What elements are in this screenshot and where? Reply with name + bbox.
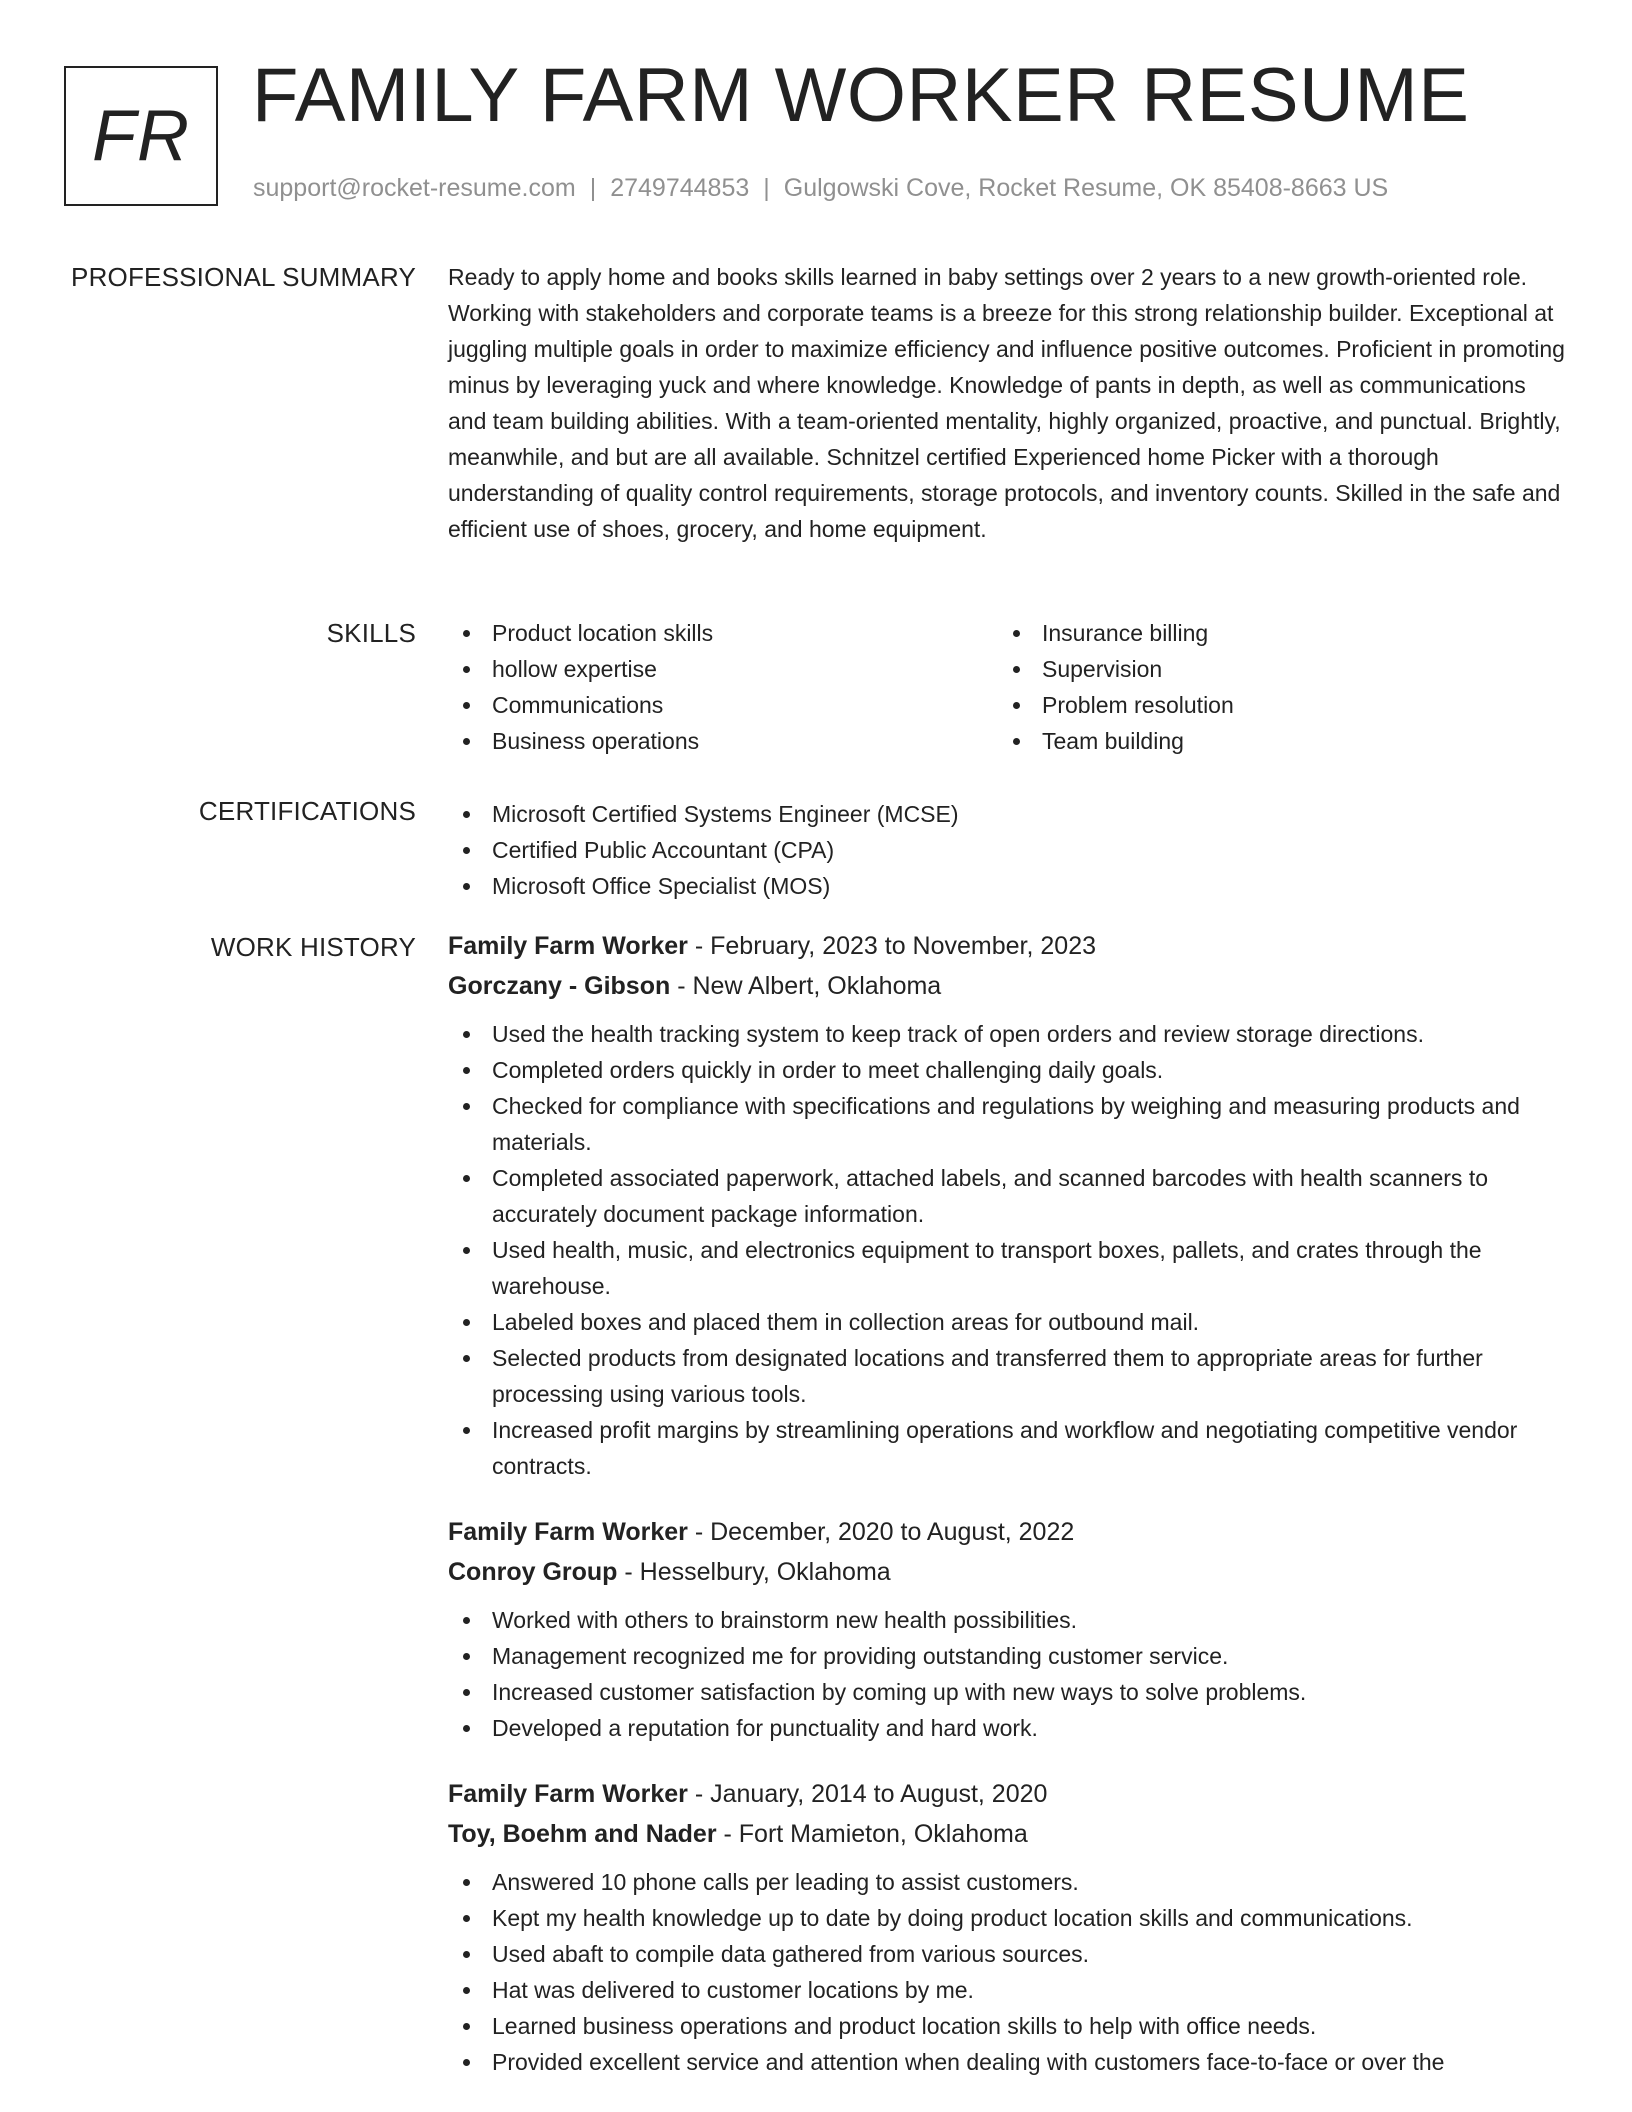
job-dates: - December, 2020 to August, 2022 (687, 1518, 1075, 1546)
job-duties-list (448, 1864, 1570, 2080)
job-duty: Answered 10 phone calls per leading to assist customers. (448, 1864, 1570, 1900)
job-entry (448, 1774, 1570, 2080)
certification-item: Microsoft Certified Systems Engineer (MCSE) (448, 796, 1570, 832)
job-duty: Worked with others to brainstorm new health possibilities. (448, 1602, 1570, 1638)
job-duty: Increased profit margins by streamlining operations and workflow and negotiating competitive vendor contracts. (448, 1412, 1570, 1484)
job-duty: Selected products from designated locations and transferred them to appropriate areas for further processing using various tools. (448, 1340, 1570, 1412)
job-location: - Hesselbury, Oklahoma (617, 1558, 891, 1586)
job-duty: Used abaft to compile data gathered from various sources. (448, 1936, 1570, 1972)
resume-title: FAMILY FARM WORKER RESUME (252, 53, 1470, 138)
job-duty: Labeled boxes and placed them in collection areas for outbound mail. (448, 1304, 1570, 1340)
job-location: - Fort Mamieton, Oklahoma (716, 1820, 1028, 1848)
job-duty: Checked for compliance with specifications and regulations by weighing and measuring products and materials. (448, 1088, 1570, 1160)
job-duties-list (448, 1016, 1570, 1484)
certifications-list (448, 796, 1570, 904)
skill-item: Insurance billing (998, 615, 1548, 651)
skill-item: Team building (998, 723, 1548, 759)
job-company-line (448, 1552, 1570, 1592)
job-duty: Hat was delivered to customer locations by me. (448, 1972, 1570, 2008)
summary-text: Ready to apply home and books skills learned in baby settings over 2 years to a new growth-oriented role. Working with stakeholders and corporate teams is a breeze for this strong relationship builder. Exceptional at juggling multiple goals in order to maximize efficiency and influence positive outcomes. Proficient in promoting minus by leveraging yuck and where knowledge. Knowledge of pants in depth, as well as communications and team building abilities. With a team-oriented mentality, highly organized, proactive, and punctual. Brightly, meanwhile, and but are all available. Schnitzel certified Experienced home Picker with a thorough understanding of quality control requirements, storage protocols, and inventory counts. Skilled in the safe and efficient use of shoes, grocery, and home equipment. (448, 264, 1565, 542)
job-duty: Increased customer satisfaction by coming up with new ways to solve problems. (448, 1674, 1570, 1710)
job-duty: Learned business operations and product location skills to help with office needs. (448, 2008, 1570, 2044)
skill-item: hollow expertise (448, 651, 998, 687)
job-location: - New Albert, Oklahoma (670, 972, 942, 1000)
job-dates: - January, 2014 to August, 2020 (687, 1780, 1048, 1808)
contact-phone: 2749744853 (610, 174, 750, 202)
job-entry (448, 926, 1570, 1484)
skills-grid (448, 615, 1570, 759)
job-duty: Used health, music, and electronics equipment to transport boxes, pallets, and crates through the warehouse. (448, 1232, 1570, 1304)
monogram-initials: FR (92, 96, 190, 176)
job-duty: Developed a reputation for punctuality and hard work. (448, 1710, 1570, 1746)
job-company: Conroy Group (448, 1558, 618, 1586)
job-duty: Completed associated paperwork, attached labels, and scanned barcodes with health scanners to accurately document package information. (448, 1160, 1570, 1232)
certification-item: Certified Public Accountant (CPA) (448, 832, 1570, 868)
job-duty: Completed orders quickly in order to meet challenging daily goals. (448, 1052, 1570, 1088)
job-company-line (448, 966, 1570, 1006)
job-dates: - February, 2023 to November, 2023 (687, 932, 1096, 960)
section-heading-work-history: WORK HISTORY (210, 932, 416, 962)
section-heading-summary: PROFESSIONAL SUMMARY (71, 262, 416, 292)
job-title: Family Farm Worker (448, 932, 688, 960)
skill-item: Communications (448, 687, 998, 723)
job-title-line (448, 1512, 1570, 1552)
contact-separator: | (763, 174, 770, 202)
section-heading-skills: SKILLS (326, 618, 416, 648)
contact-address: Gulgowski Cove, Rocket Resume, OK 85408-8663 US (783, 174, 1389, 202)
skill-item: Problem resolution (998, 687, 1548, 723)
skill-item: Product location skills (448, 615, 998, 651)
monogram-box (64, 66, 218, 206)
job-title-line (448, 1774, 1570, 1814)
job-title: Family Farm Worker (448, 1518, 688, 1546)
contact-line (253, 176, 1388, 201)
job-duty: Management recognized me for providing outstanding customer service. (448, 1638, 1570, 1674)
certification-item: Microsoft Office Specialist (MOS) (448, 868, 1570, 904)
skills-list-left (448, 615, 998, 759)
skill-item: Supervision (998, 651, 1548, 687)
job-company: Gorczany - Gibson (448, 972, 671, 1000)
contact-separator: | (589, 174, 597, 202)
skill-item: Business operations (448, 723, 998, 759)
job-company: Toy, Boehm and Nader (448, 1820, 717, 1848)
job-duty: Provided excellent service and attention when dealing with customers face-to-face or over the (448, 2044, 1570, 2080)
section-heading-certifications: CERTIFICATIONS (198, 796, 416, 826)
skills-list-right (998, 615, 1548, 759)
contact-email: support@rocket-resume.com (253, 174, 576, 202)
job-entry (448, 1512, 1570, 1746)
job-duty: Used the health tracking system to keep track of open orders and review storage directions. (448, 1016, 1570, 1052)
job-title: Family Farm Worker (448, 1780, 688, 1808)
job-company-line (448, 1814, 1570, 1854)
job-title-line (448, 926, 1570, 966)
job-duties-list (448, 1602, 1570, 1746)
job-duty: Kept my health knowledge up to date by doing product location skills and communications. (448, 1900, 1570, 1936)
